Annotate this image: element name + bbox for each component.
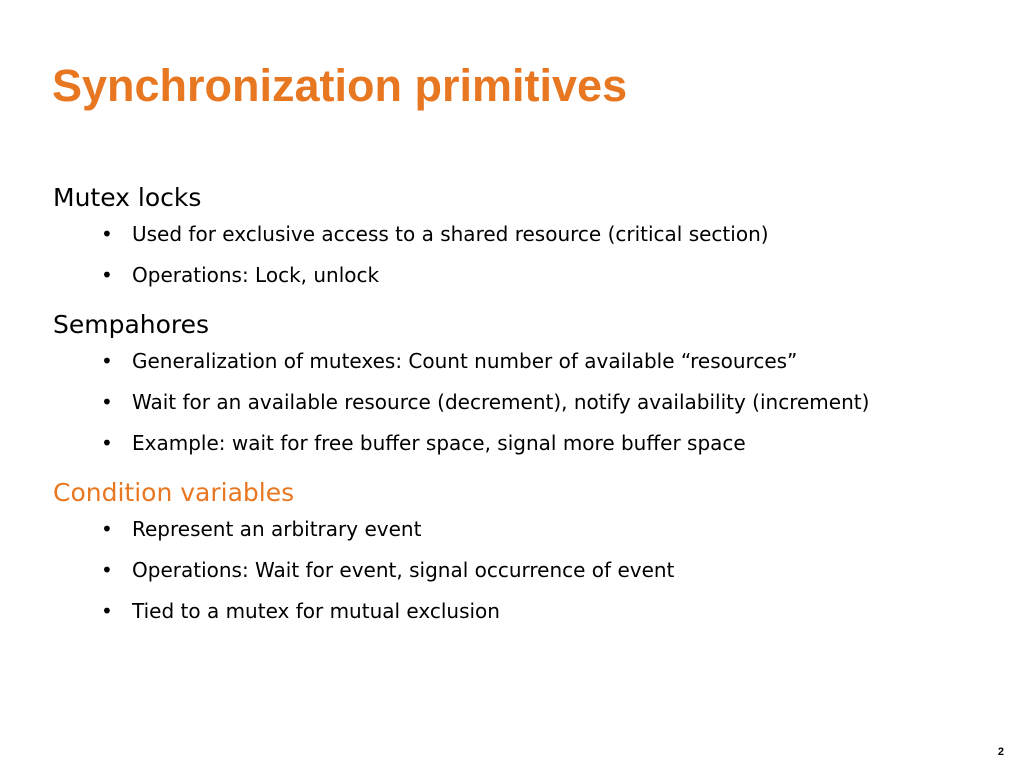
bullet-item — [101, 513, 892, 545]
bullet-list — [53, 345, 993, 459]
bullet-text: Operations: Lock, unlock — [132, 263, 380, 287]
section-heading: Condition variables — [53, 478, 295, 507]
bullet-text: Used for exclusive access to a shared resource (critical section) — [132, 222, 769, 246]
page-number: 2 — [997, 746, 1004, 758]
slide-content — [53, 178, 993, 641]
bullet-icon: • — [101, 558, 113, 582]
bullet-item — [101, 595, 892, 627]
bullet-icon: • — [101, 431, 113, 455]
bullet-item — [101, 386, 892, 418]
bullet-item — [101, 218, 892, 250]
bullet-icon: • — [101, 390, 113, 414]
bullet-text: Generalization of mutexes: Count number of available “resources” — [132, 349, 798, 373]
bullet-list — [53, 218, 993, 291]
bullet-icon: • — [101, 222, 113, 246]
section-heading: Mutex locks — [53, 183, 202, 212]
bullet-text: Operations: Wait for event, signal occurrence of event — [132, 558, 675, 582]
bullet-item — [101, 554, 892, 586]
bullet-icon: • — [101, 263, 113, 287]
bullet-text: Example: wait for free buffer space, signal more buffer space — [132, 431, 746, 455]
bullet-list — [53, 513, 993, 627]
bullet-icon: • — [101, 349, 113, 373]
section-semaphores — [53, 305, 993, 459]
section-condition-variables — [53, 473, 993, 627]
bullet-icon: • — [101, 599, 113, 623]
bullet-text: Tied to a mutex for mutual exclusion — [132, 599, 500, 623]
bullet-item — [101, 345, 892, 377]
section-mutex-locks — [53, 178, 993, 291]
bullet-icon: • — [101, 517, 113, 541]
slide-title: Synchronization primitives — [52, 60, 628, 111]
bullet-item — [101, 427, 892, 459]
bullet-text: Wait for an available resource (decrement), notify availability (increment) — [132, 390, 870, 414]
bullet-item — [101, 259, 892, 291]
section-heading: Sempahores — [53, 310, 210, 339]
bullet-text: Represent an arbitrary event — [132, 517, 422, 541]
